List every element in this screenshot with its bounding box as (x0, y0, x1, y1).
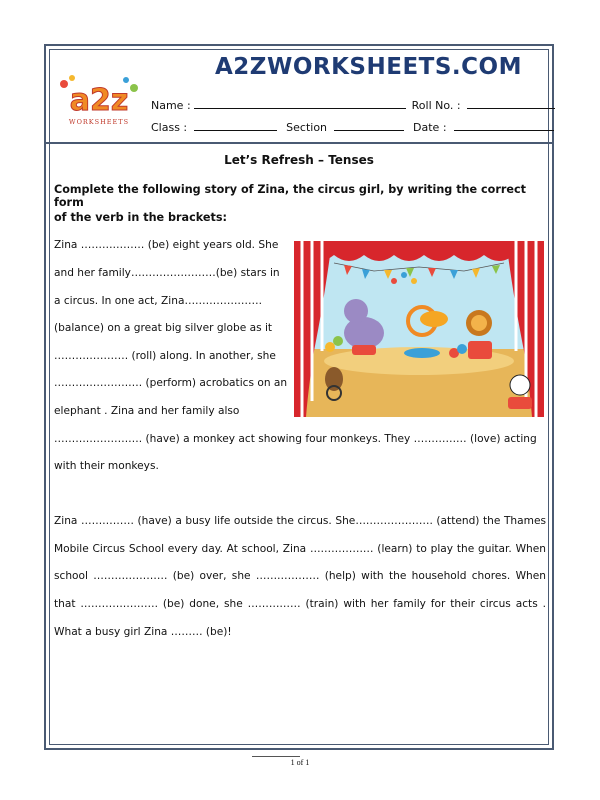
name-roll-row (151, 97, 555, 112)
paragraph-2-line: Zina …………… (have) a busy life outside the circus. She…………………. (attend) the Thames (54, 515, 546, 527)
svg-text:WORKSHEETS: WORKSHEETS (68, 118, 130, 126)
story-line: ………………… (roll) along. In another, she (54, 350, 276, 362)
a2z-logo (56, 68, 142, 130)
story-line: and her family……………………(be) stars in (54, 267, 280, 279)
story-line: (balance) on a great big silver globe as it (54, 322, 273, 334)
story-line: a circus. In one act, Zina…………………. (54, 295, 262, 307)
paragraph-2-line: that …………………. (be) done, she …………… (train) with her family for their circus acts . (54, 598, 546, 610)
story-line: elephant . Zina and her family also (54, 405, 240, 417)
class-section-date-row (151, 119, 554, 134)
date-field[interactable] (454, 119, 554, 131)
class-label: Class : (151, 121, 188, 134)
footer-rule (252, 756, 300, 757)
paragraph-2-line: Mobile Circus School every day. At school, Zina ……………… (learn) to play the guitar. When (54, 543, 546, 555)
worksheet-title: Let’s Refresh – Tenses (224, 153, 374, 167)
page-number: 1 of 1 (290, 758, 310, 767)
section-field[interactable] (334, 119, 404, 131)
roll-label: Roll No. : (411, 99, 461, 112)
story-line: Zina ……………… (be) eight years old. She (54, 239, 279, 251)
site-title: A2ZWORKSHEETS.COM (215, 54, 522, 80)
name-label: Name : (151, 99, 191, 112)
instruction-line-2: of the verb in the brackets: (54, 211, 227, 224)
story-line-full: with their monkeys. (54, 460, 159, 472)
header-divider (46, 142, 552, 144)
paragraph-2-line: school ………………… (be) over, she ……………… (help) with the household chores. When (54, 570, 546, 582)
class-field[interactable] (194, 119, 277, 131)
story-line-full: ……………………. (have) a monkey act showing four monkeys. They …………… (love) acting (54, 433, 537, 445)
svg-text:a2z: a2z (69, 83, 129, 118)
instruction-line-1: Complete the following story of Zina, the circus girl, by writing the correct form (54, 183, 526, 209)
name-field[interactable] (194, 97, 406, 109)
story-line: ……………………. (perform) acrobatics on an (54, 377, 288, 389)
paragraph-2-line: What a busy girl Zina ……… (be)! (54, 626, 232, 638)
worksheet-frame (44, 44, 554, 750)
circus-illustration (294, 241, 544, 417)
section-label: Section (286, 121, 328, 134)
date-label: Date : (413, 121, 447, 134)
roll-field[interactable] (467, 97, 555, 109)
